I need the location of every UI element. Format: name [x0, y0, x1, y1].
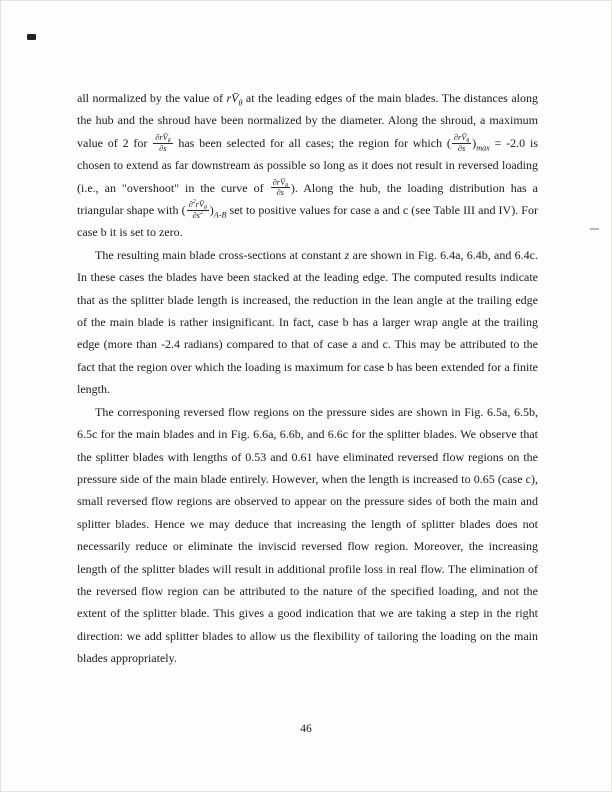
inline-math: z [344, 247, 350, 262]
inline-math: A-B [213, 210, 227, 220]
paragraph: The corresponing reversed flow regions on the pressure sides are shown in Fig. 6.5a, 6.5b, 6.5c for the main blades and in Fig. 6.6a, 6.6b, and 6.6c for the splitter blades. We observe that the splitter blades with lengths of 0.53 and 0.61 have eliminated reversed flow regions on the pressure side of the main blade entirely. However, when the length is increased to 0.65 (case c), small reversed flow regions are observed to appear on the pressure sides of both the main and splitter blades. Hence we may deduce that increasing the length of splitter blades does not necessarily reduce or eliminate the inviscid reversed flow region. Moreover, the increasing length of the splitter blades will result in additional profile loss in real flow. The elimination of the reversed flow region can be attributed to the nature of the specified loading, and not the extent of the splitter blade. This gives a good indication that we are taking a step in the right direction: we add splitter blades to allow us the flexibility of tailoring the loading on the main blades appropriately. [77, 404, 538, 666]
inline-fraction: $\frac{\partial rV̄_\theta}{\partial s}$ [155, 132, 171, 153]
page-number: 46 [300, 723, 312, 735]
inline-math: $rV̄_\theta$ [226, 91, 243, 108]
inline-fraction: $\frac{\partial rV̄_\theta}{\partial s}$ [272, 177, 288, 198]
scan-artifact-mark [27, 34, 36, 40]
paragraph: The resulting main blade cross-sections at constant z are shown in Fig. 6.4a, 6.4b, and 6.4c. In these cases the blades have been stacked at the leading edge. The computed results indicate that as the splitter blade length is increased, the reduction in the lean angle at the trailing edge of the main blade is rather insignificant. In fact, case b has a larger wrap angle at the trailing edge (more than -2.4 radians) compared to that of case a and c. This may be attributed to the fact that the region over which the loading is maximum for case b has been extended for a finite length. [77, 247, 538, 397]
text-block [77, 87, 538, 670]
inline-fraction: $\frac{\partial^2rV̄_\theta}{\partial s^2}$ [188, 199, 207, 220]
scan-artifact-dash [590, 228, 599, 230]
inline-math: max [476, 143, 490, 153]
paragraph: all normalized by the value of $rV̄_\theta$ at the leading edges of the main blades. The distances along the hub and the shroud have been normalized by the diameter. Along the shroud, a maximum value of 2 for $\frac{\partial rV̄_\theta}{\partial s}$ has been selected for all cases; the region for which ( $\frac{\partial rV̄_\theta}{\partial s}$ )$_{max} = -2.0$ is chosen to extend as far downstream as possible so long as it does not result in reversed loading (i.e., an "overshoot" in the curve of $\frac{\partial rV̄_\theta}{\partial s}$ ). Along the hub, the loading distribution has a triangular shape with ( $\frac{\partial^2rV̄_\theta}{\partial s^2}$ )$_{A-B}$ set to positive values for case a and c (see Table III and IV). For case b it is set to zero. [77, 91, 538, 240]
inline-fraction: $\frac{\partial rV̄_\theta}{\partial s}$ [453, 132, 470, 153]
